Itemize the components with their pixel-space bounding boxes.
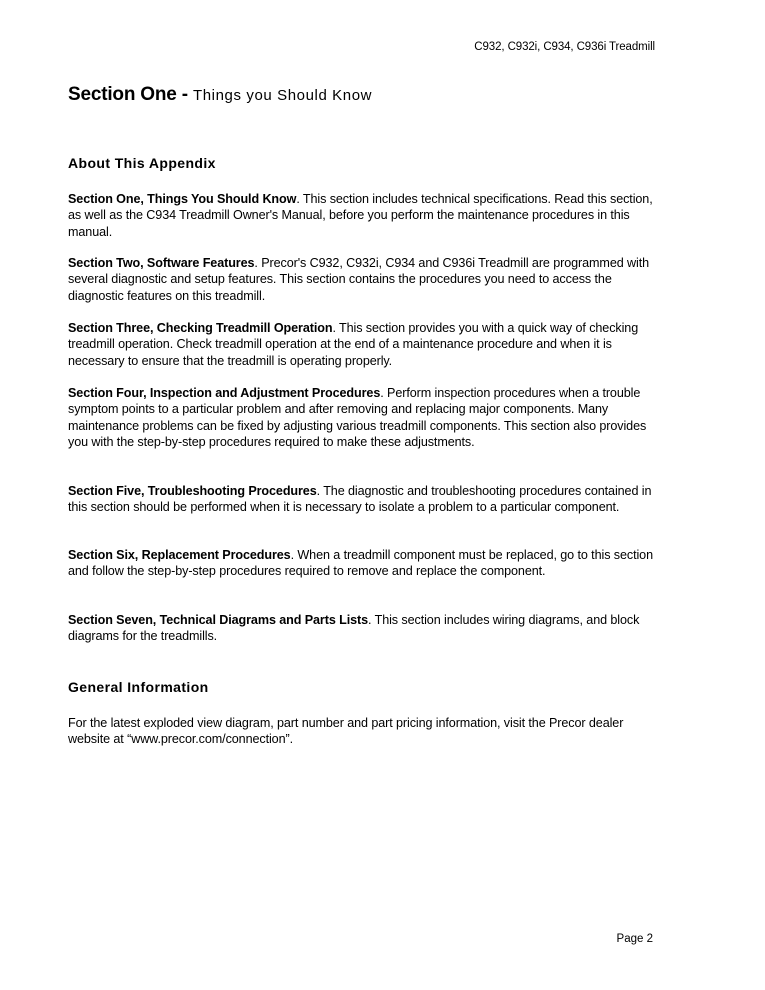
general-information-heading: General Information	[68, 679, 209, 695]
paragraph-lead: Section Seven, Technical Diagrams and Parts Lists	[68, 613, 369, 627]
page-title	[68, 84, 372, 106]
paragraph-lead: Section Two, Software Features	[68, 256, 255, 270]
title-main: Section One -	[68, 84, 193, 105]
paragraph-body: . Perform inspection procedures when a trouble symptom points to a particular problem and after removing and replacing major components. Many maintenance problems can be fixed by adjusting various treadmill components. This section also provides you with the step-by-step procedures required to make these adjustments.	[68, 386, 647, 449]
paragraph-section-seven	[68, 612, 668, 645]
paragraph-section-one	[68, 191, 668, 240]
paragraph-body: . The diagnostic and troubleshooting procedures contained in this section should be performed when it is necessary to isolate a problem to a particular component.	[68, 484, 652, 515]
title-sub: Things you Should Know	[192, 87, 373, 104]
paragraph-body: . Precor's C932, C932i, C934 and C936i Treadmill are programmed with several diagnostic and setup features. This section contains the procedures you need to access the diagnostic features on this treadmill.	[68, 256, 650, 303]
paragraph-lead: Section One, Things You Should Know	[68, 192, 297, 206]
paragraph-body: . This section provides you with a quick way of checking treadmill operation. Check treadmill operation at the end of a maintenance procedure and when it is necessary to ensure that the treadmill is operating properly.	[68, 321, 639, 368]
paragraph-lead: Section Three, Checking Treadmill Operation	[68, 321, 333, 335]
page-number: Page 2	[616, 933, 653, 945]
running-header: C932, C932i, C934, C936i Treadmill	[474, 41, 655, 53]
paragraph-section-two	[68, 255, 668, 304]
paragraph-lead: Section Four, Inspection and Adjustment Procedures	[68, 386, 381, 400]
paragraph-section-five	[68, 483, 668, 516]
paragraph-body: . When a treadmill component must be replaced, go to this section and follow the step-by-step procedures required to remove and replace the component.	[68, 548, 653, 579]
paragraph-body: . This section includes wiring diagrams, and block diagrams for the treadmills.	[68, 613, 640, 644]
paragraph-lead: Section Five, Troubleshooting Procedures	[68, 484, 317, 498]
general-information-text: For the latest exploded view diagram, part number and part pricing information, visit the Precor dealer website at “www.precor.com/connection”.	[68, 716, 624, 747]
paragraph-body: . This section includes technical specifications. Read this section, as well as the C934 Treadmill Owner's Manual, before you perform the maintenance procedures in this manual.	[68, 192, 653, 239]
paragraph-section-three	[68, 320, 668, 369]
paragraph-lead: Section Six, Replacement Procedures	[68, 548, 291, 562]
paragraph-section-six	[68, 547, 668, 580]
paragraph-section-four	[68, 385, 668, 450]
about-appendix-heading: About This Appendix	[68, 155, 216, 171]
